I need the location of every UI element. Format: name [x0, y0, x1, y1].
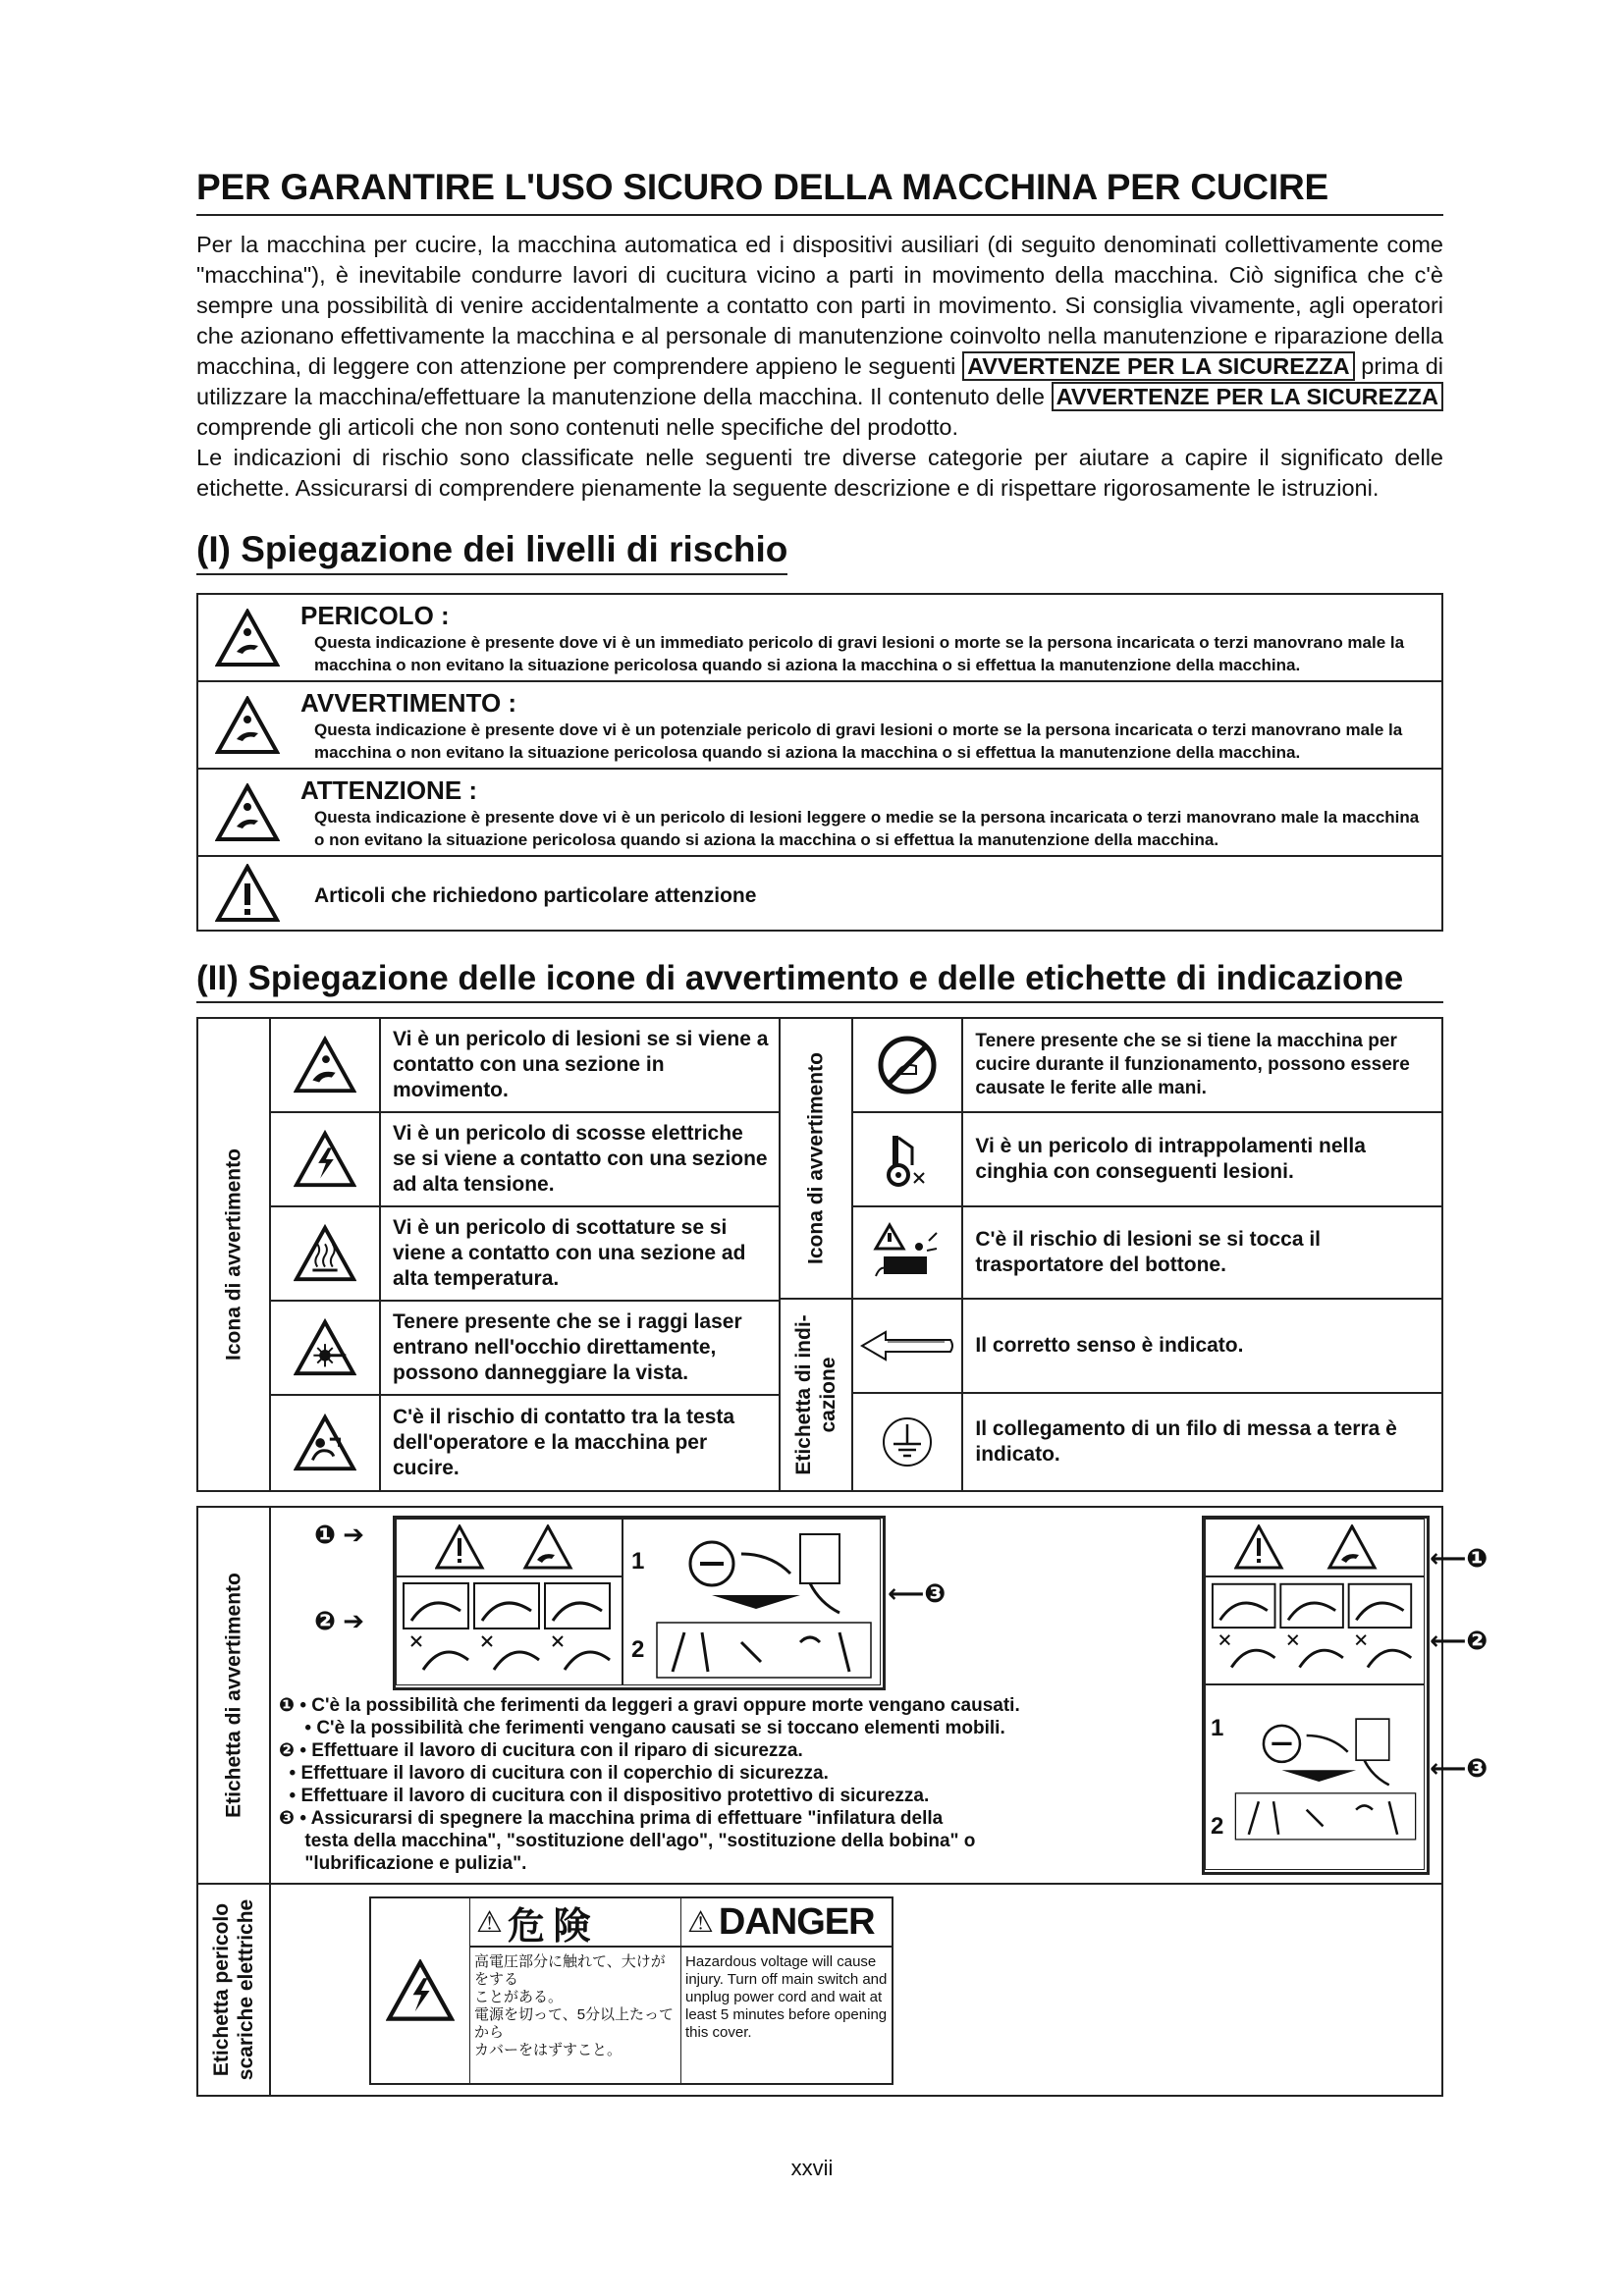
risk-heading: AVVERTIMENTO : — [300, 688, 517, 718]
warning-triangle-icon — [435, 1524, 582, 1570]
warning-icon-column-label: Icona di avvertimento — [222, 1148, 245, 1361]
table-row: Il corretto senso è indicato. — [853, 1300, 1441, 1394]
page-content — [196, 167, 1489, 2097]
section-1-title: (I) Spiegazione dei livelli di rischio — [196, 529, 787, 575]
no-hand-hold-icon — [853, 1019, 963, 1111]
warning-sticker: 1 2 — [393, 1516, 886, 1690]
hand-caution-icon — [198, 595, 297, 680]
table-row: Tenere presente che se i raggi laser entrano nell'occhio direttamente, possono danneggiare la vista. — [271, 1302, 779, 1396]
section-2-title: (II) Spiegazione delle icone di avvertimento e delle etichette di indicazione — [196, 959, 1443, 1003]
table-row: Vi è un pericolo di intrappolamenti nella cinghia con conseguenti lesioni. — [853, 1113, 1441, 1207]
table-row: Vi è un pericolo di lesioni se si viene a contatto con una sezione in movimento. — [271, 1019, 779, 1113]
ground-icon — [853, 1394, 963, 1490]
risk-level-warning — [198, 682, 1441, 770]
attention-text: Articoli che richiedono particolare attenzione — [314, 884, 757, 907]
risk-level-caution — [198, 770, 1441, 857]
warning-icons-table — [196, 1017, 1443, 1492]
warning-icon-column-label: Icona di avvertimento — [804, 1052, 828, 1264]
marker-2: ❷ ➔ — [314, 1606, 365, 1635]
hand-caution-icon — [198, 770, 297, 855]
button-feeder-icon — [853, 1207, 963, 1298]
intro-paragraph-1: Per la macchina per cucire, la macchina automatica ed i dispositivi ausiliari (di seguito denominati collettivamente come "macchina"), è inevitabile condurre lavori di cucitura vicino a parti in movimento della macchina. Ciò significa che c'è sempre una possibilità di venire accidentalmente a contatto con parti in movimento. Si consiglia vivamente, agli operatori che azionano effettivamente la macchina e al personale di manutenzione coinvolto nella manutenzione e riparazione della macchina, di leggere con attenzione per comprendere appieno le seguenti AVVERTENZE PER LA SICUREZZA prima di utilizzare la macchina/effettuare la manutenzione della macchina. Il contenuto delle AVVERTENZE PER LA SICUREZZA comprende gli articoli che non sono contenuti nelle specifiche del prodotto. — [196, 232, 1444, 440]
risk-heading: PERICOLO : — [300, 601, 450, 630]
warning-triangle-icon: ⚠ — [476, 1905, 502, 1939]
hot-surface-icon — [271, 1207, 381, 1300]
page-number: xxvii — [790, 2156, 834, 2180]
warning-sticker-vertical: 1 2 — [1202, 1516, 1430, 1875]
warning-label-panel: Etichetta di avvertimento ❶ ➔ ❷ ➔ 1 2 ⟵❸ 1 2 ⟵❶ ⟵❷ ⟵❸ ❶ • C'è la possibilità che ferimenti da leggeri a gravi oppure morte vengano causati. • C'è la possibilità che ferimenti vengano causati se si toccano elementi mobili. ❷ • Effettuare il lavoro di cucitura con il riparo di sicurezza. • Effettuare il lavoro di cucitura con il coperchio di sicurezza. • Effettuare il lavoro di cucitura con il dispositivo protettivo di sicurezza. ❸ • Assicurarsi di spegnere la macchina prima di effettuare "infilatura della testa della macchina", "sostituzione dell'ago", "sostituzione della bobina" o "lubrificazione e pulizia". — [196, 1506, 1443, 1885]
danger-label-side-label: Etichetta pericolo scariche elettriche — [210, 1898, 257, 2081]
risk-level-attention — [198, 857, 1441, 930]
risk-level-danger — [198, 595, 1441, 682]
laser-icon — [271, 1302, 381, 1394]
warning-label-notes: ❶ • C'è la possibilità che ferimenti da leggeri a gravi oppure morte vengano causati. • C'è la possibilità che ferimenti vengano causati se si toccano elementi mobili. ❷ • Effettuare il lavoro di cucitura con il riparo di sicurezza. • Effettuare il lavoro di cucitura con il coperchio di sicurezza. • Effettuare il lavoro di cucitura con il dispositivo protettivo di sicurezza. ❸ • Assicurarsi di spegnere la macchina prima di effettuare "infilatura della testa della macchina", "sostituzione dell'ago", "sostituzione della bobina" o "lubrificazione e pulizia". — [279, 1695, 1020, 1874]
table-row: C'è il rischio di lesioni se si tocca il trasportatore del bottone. — [853, 1207, 1441, 1298]
table-row: C'è il rischio di contatto tra la testa dell'operatore e la macchina per cucire. — [271, 1396, 779, 1490]
moving-part-icon — [271, 1019, 381, 1111]
danger-label-panel — [196, 1885, 1443, 2097]
hand-caution-icon — [198, 682, 297, 768]
table-row: Tenere presente che se si tiene la macchina per cucire durante il funzionamento, possono essere causate le ferite alle mani. — [853, 1019, 1441, 1113]
marker-3: ⟵❸ — [888, 1578, 947, 1608]
safety-guard-icon — [402, 1581, 616, 1680]
risk-description: Questa indicazione è presente dove vi è un immediato pericolo di gravi lesioni o morte se la persona incaricata o terzi manovrano male la macchina o non evitano la situazione pericolosa quando si aziona la macchina o si effettua la manutenzione della macchina. — [314, 633, 1405, 674]
power-off-icon — [653, 1524, 875, 1682]
safety-notes-badge: AVVERTENZE PER LA SICUREZZA — [962, 351, 1355, 381]
risk-heading: ATTENZIONE : — [300, 775, 478, 805]
electric-danger-sticker: ⚠ 危 険 高電圧部分に触れて、大けがをする ことがある。 電源を切って、5分以上たってから カバーをはずすこと。 ⚠ DANGER Hazardous voltage will cause injury. Turn off main switch and unplug power cord and wait at least 5 minutes before opening this cover. — [369, 1896, 893, 2085]
indication-label-column-label: Etichetta di indi- cazione — [792, 1314, 840, 1475]
intro-text — [196, 230, 1443, 504]
table-row: Vi è un pericolo di scottature se si viene a contatto con una sezione ad alta temperatura. — [271, 1207, 779, 1302]
intro-paragraph-2: Le indicazioni di rischio sono classificate nelle seguenti tre diverse categorie per aiutare a capire il significato delle etichette. Assicurarsi di comprendere pienamente la seguente descrizione e di rispettare rigorosamente le istruzioni. — [196, 445, 1443, 501]
marker-1: ❶ ➔ — [314, 1520, 365, 1549]
high-voltage-icon — [271, 1113, 381, 1205]
warning-triangle-icon: ⚠ — [687, 1905, 713, 1939]
direction-arrow-icon — [853, 1300, 963, 1392]
table-row: Il collegamento di un filo di messa a terra è indicato. — [853, 1394, 1441, 1490]
risk-description: Questa indicazione è presente dove vi è un potenziale pericolo di gravi lesioni o morte se la persona incaricata o terzi manovrano male la macchina o non evitano la situazione pericolosa quando si aziona la macchina o si effettua la manutenzione della macchina. — [314, 721, 1403, 762]
risk-description: Questa indicazione è presente dove vi è un pericolo di lesioni leggere o medie se la persona incaricata o terzi manovrano male la macchina o non evitano la situazione pericolosa quando si aziona la macchina o si effettua la manutenzione della macchina. — [314, 808, 1420, 849]
table-row: Vi è un pericolo di scosse elettriche se si viene a contatto con una sezione ad alta tensione. — [271, 1113, 779, 1207]
belt-entanglement-icon — [853, 1113, 963, 1205]
high-voltage-icon — [371, 1898, 470, 2083]
head-contact-icon — [271, 1396, 381, 1490]
exclamation-triangle-icon — [198, 857, 297, 930]
page-title: PER GARANTIRE L'USO SICURO DELLA MACCHINA PER CUCIRE — [196, 167, 1443, 216]
warning-label-side-label: Etichetta di avvertimento — [222, 1573, 245, 1818]
safety-notes-badge: AVVERTENZE PER LA SICUREZZA — [1052, 382, 1443, 411]
risk-levels-table — [196, 593, 1443, 932]
